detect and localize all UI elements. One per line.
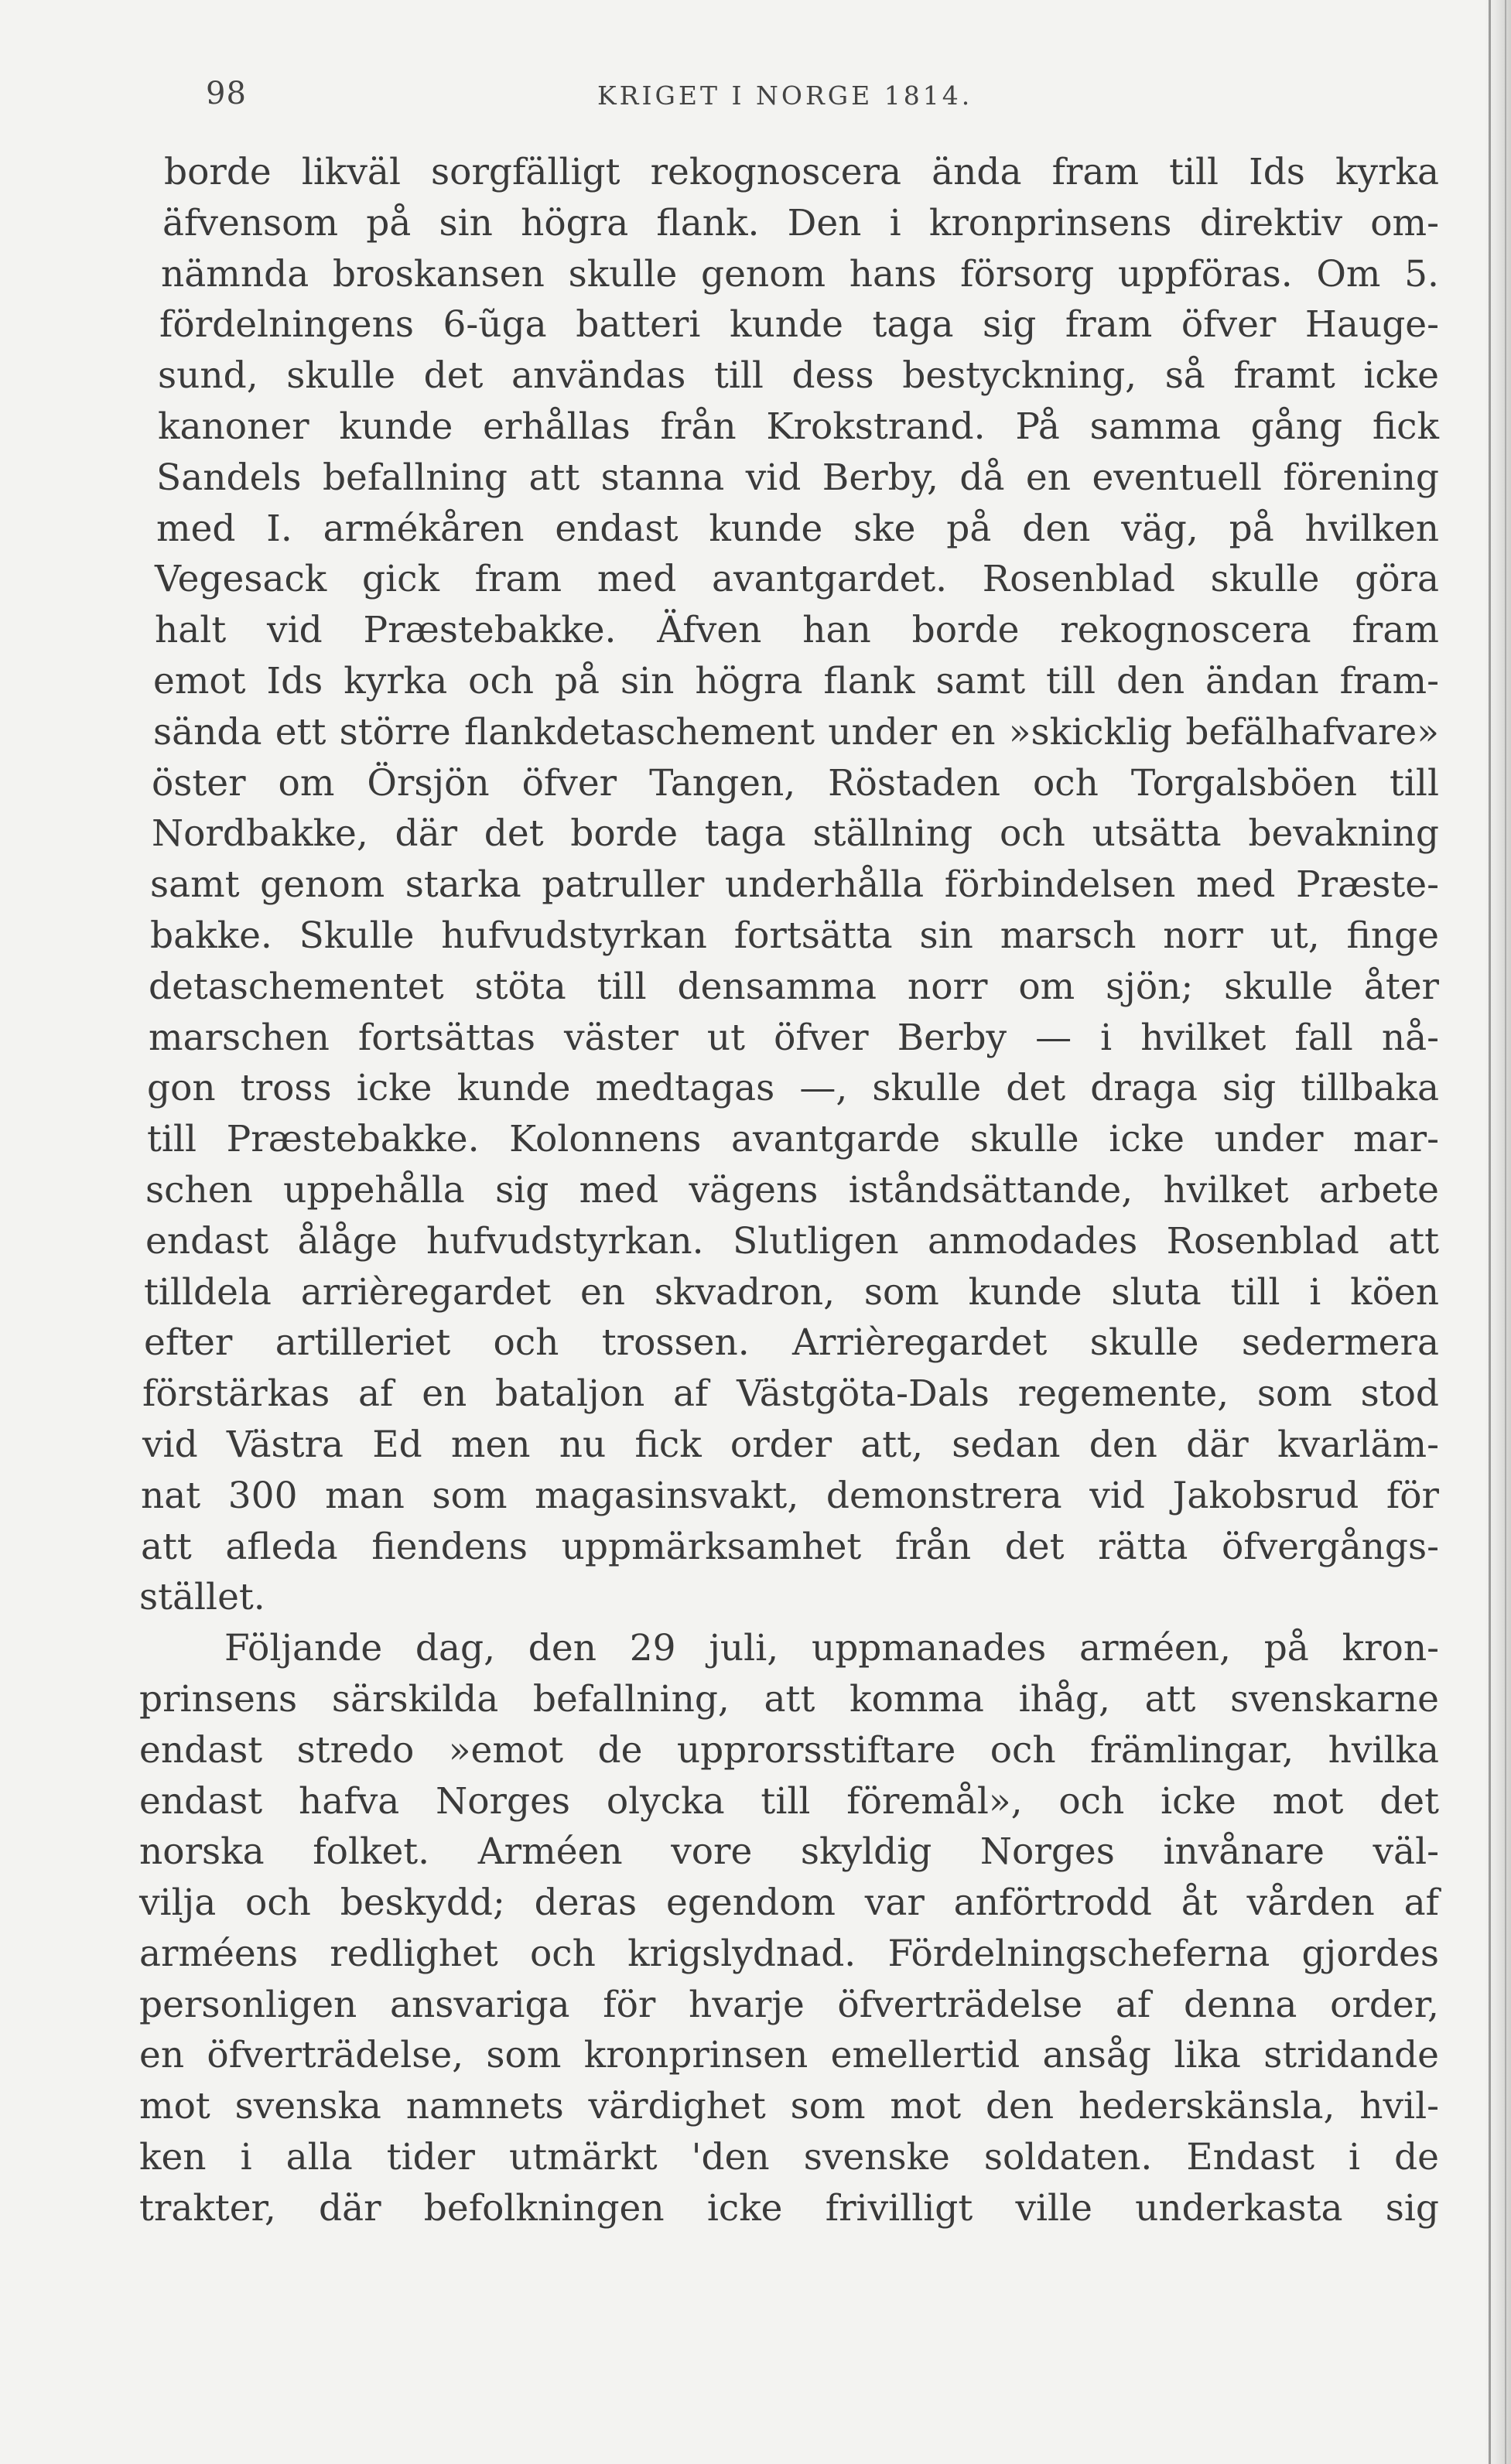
text-line: till Præstebakke. Kolonnens avantgarde skulle icke under mar- bbox=[147, 1118, 1439, 1161]
text-line: att afleda fiendens uppmärksamhet från det rätta öfvergångs- bbox=[141, 1525, 1439, 1568]
text-line: med I. armékåren endast kunde ske på den väg, på hvilken bbox=[156, 507, 1439, 550]
text-line: sända ett större flankdetaschement under en »skicklig befälhafvare» bbox=[153, 710, 1439, 754]
text-line: Nordbakke, där det borde taga ställning och utsätta bevakning bbox=[152, 812, 1439, 856]
page-edge-line-outer bbox=[1505, 0, 1506, 2464]
text-line: Vegesack gick fram med avantgardet. Rosenblad skulle göra bbox=[155, 558, 1439, 601]
text-line: trakter, där befolkningen icke frivilligt ville underkasta sig bbox=[139, 2186, 1439, 2230]
text-line: schen uppehålla sig med vägens iståndsättande, hvilket arbete bbox=[145, 1168, 1439, 1211]
text-line: äfvensom på sin högra flank. Den i kronprinsens direktiv om- bbox=[162, 201, 1439, 244]
text-line: bakke. Skulle hufvudstyrkan fortsätta sin marsch norr ut, finge bbox=[150, 914, 1439, 957]
text-line: endast hafva Norges olycka till föremål», och icke mot det bbox=[139, 1779, 1439, 1823]
text-line: Sandels befallning att stanna vid Berby, då en eventuell förening bbox=[156, 456, 1439, 499]
text-line: norska folket. Arméen vore skyldig Norges invånare väl- bbox=[139, 1830, 1439, 1874]
text-line-paragraph-start: Följande dag, den 29 juli, uppmanades arméen, på kron- bbox=[224, 1627, 1439, 1670]
page-number: 98 bbox=[206, 76, 247, 111]
text-line: vilja och beskydd; deras egendom var anförtrodd åt vården af bbox=[139, 1881, 1439, 1925]
text-line: nat 300 man som magasinsvakt, demonstrera vid Jakobsrud för bbox=[141, 1474, 1439, 1517]
text-line: samt genom starka patruller underhålla förbindelsen med Præste- bbox=[150, 863, 1439, 907]
text-line: efter artilleriet och trossen. Arrièregardet skulle sedermera bbox=[144, 1321, 1439, 1365]
running-title: KRIGET I NORGE 1814. bbox=[597, 80, 973, 111]
text-line: kanoner kunde erhållas från Krokstrand. På samma gång fick bbox=[158, 405, 1439, 448]
text-line: gon tross icke kunde medtagas —, skulle det draga sig tillbaka bbox=[147, 1067, 1439, 1110]
text-line: nämnda broskansen skulle genom hans försorg uppföras. Om 5. bbox=[161, 252, 1439, 296]
text-line: fördelningens 6-ũga batteri kunde taga sig fram öfver Hauge- bbox=[159, 303, 1439, 347]
text-line: stället. bbox=[139, 1576, 265, 1619]
text-line: vid Västra Ed men nu fick order att, sedan den där kvarläm- bbox=[142, 1423, 1439, 1466]
text-line: halt vid Præstebakke. Äfven han borde rekognoscera fram bbox=[155, 609, 1439, 652]
text-line: tilldela arrièregardet en skvadron, som kunde sluta till i köen bbox=[144, 1270, 1439, 1314]
text-line: arméens redlighet och krigslydnad. Fördelningscheferna gjordes bbox=[139, 1932, 1439, 1975]
body-text bbox=[139, 147, 1439, 2234]
text-line: personligen ansvariga för hvarje öfverträdelse af denna order, bbox=[139, 1983, 1439, 2026]
running-header bbox=[206, 76, 1482, 122]
text-line: öster om Örsjön öfver Tangen, Röstaden och Torgalsböen till bbox=[152, 761, 1439, 805]
text-line: marschen fortsättas väster ut öfver Berby — i hvilket fall nå- bbox=[149, 1016, 1439, 1059]
page-edge-line bbox=[1489, 0, 1491, 2464]
text-line: borde likväl sorgfälligt rekognoscera ända fram till Ids kyrka bbox=[164, 151, 1439, 193]
text-line: mot svenska namnets värdighet som mot den hederskänsla, hvil- bbox=[139, 2085, 1439, 2128]
text-line: endast ålåge hufvudstyrkan. Slutligen anmodades Rosenblad att bbox=[145, 1219, 1439, 1263]
text-line: detaschementet stöta till densamma norr om sjön; skulle åter bbox=[149, 965, 1439, 1008]
text-line: endast stredo »emot de upprorsstiftare och främlingar, hvilka bbox=[139, 1728, 1439, 1772]
text-line: sund, skulle det användas till dess bestyckning, så framt icke bbox=[158, 354, 1439, 398]
text-line: prinsens särskilda befallning, att komma ihåg, att svenskarne bbox=[139, 1677, 1439, 1721]
text-line: emot Ids kyrka och på sin högra flank samt till den ändan fram- bbox=[153, 659, 1439, 702]
text-line: ken i alla tider utmärkt 'den svenske soldaten. Endast i de bbox=[139, 2136, 1439, 2179]
text-line: förstärkas af en bataljon af Västgöta-Dals regemente, som stod bbox=[142, 1372, 1439, 1416]
text-line: en öfverträdelse, som kronprinsen emellertid ansåg lika stridande bbox=[139, 2034, 1439, 2077]
